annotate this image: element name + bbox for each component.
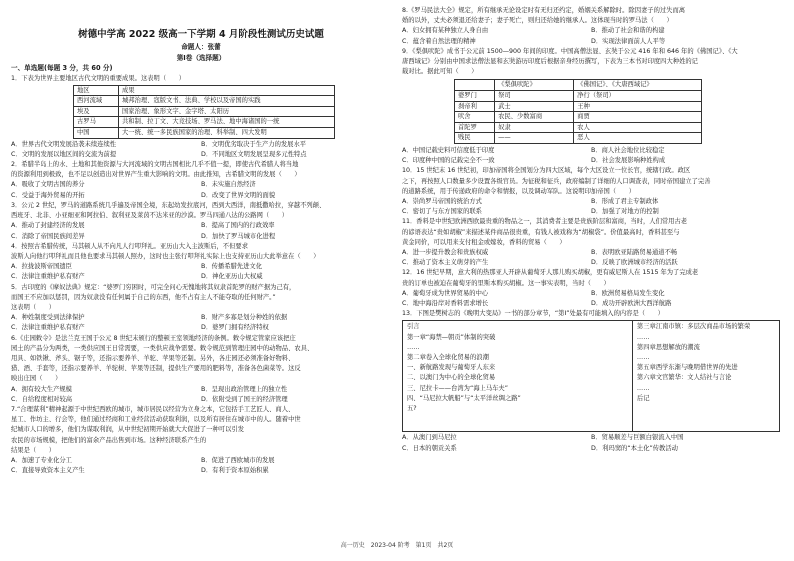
option-c: C．日本的朝贡关系 [402,444,457,452]
option-a: A．妇女拥有某种独立人身自由 [402,27,489,35]
option-a: A．从澳门到马尼拉 [402,434,457,442]
question-line: 的谚语表达“贵如胡椒”来描述某件商品很贵重，有钱人被戏称为“胡椒袋”。价值最高时，香料甚至与 [402,228,680,236]
answer-options [11,221,391,241]
contents-line: …… [636,354,650,362]
option-d: D．改变了世界文明的面貌 [201,191,276,199]
answer-options [402,146,780,166]
contents-line: …… [407,343,420,351]
question-line: 结果是（ ） [11,446,56,454]
question-stem: 13．下图是樊树志的《晚明大变局》一书的部分章节，“第Ⅰ”处最有可能填入的内容是（ ） [402,310,664,318]
contents-right [633,321,779,431]
contents-line: 第一章“海禁—朝贡”体制的突破 [407,333,496,341]
option-a: A．吸收了文明古国的养分 [11,181,85,189]
contents-line: 第四章思想解放的潮流 [636,343,700,351]
option-b: B．表明欧亚陆路贸易通道不畅 [591,249,678,257]
option-c: C．推动了资本主义萌芽的产生 [402,259,489,267]
answer-options [402,26,780,46]
table-row [455,101,702,112]
option-b: B．财产多寡是划分种姓的依据 [201,314,288,322]
answer-options [11,456,391,476]
question-11 [402,217,780,268]
question-10 [402,166,780,217]
table-cell: 祭司 [495,91,574,102]
exam-volume: 第Ⅰ卷（选择题） [176,53,226,62]
table-row [74,96,335,107]
right-column [402,6,780,454]
table-cell: 首陀罗 [455,122,495,133]
contents-line: 二、以澳门为中心的全球化贸易 [407,374,496,382]
table-row [455,80,702,91]
question-line: 唐西域记》分别由中国求法僧法显和玄奘游历印度后根据亲身经历撰写，下表为三本书对印度四大种姓的记 [402,58,698,66]
option-b: B．促进了西欧城市的发展 [201,456,275,464]
answer-options [11,140,391,160]
question-line: 波斯人向他行叩拜礼而且他也要求马其顿人照办，这时也主张行叩拜礼实际上也支持亚历山大此举意在（ ） [11,252,320,260]
option-d: D．实现法律面前人人平等 [591,37,666,45]
question-line: 载对比。据此可知（ ） [402,68,478,76]
option-a: A．种姓制度受到法律保护 [11,314,85,322]
option-d: D．依附受到了国王的经济管理 [201,395,288,403]
table-cell: —— [495,133,574,144]
table-cell: 商贾 [574,112,702,123]
option-d: D．反映了欧洲城市经济的活跃 [591,259,678,267]
option-a: A．拥有较大生产规模 [11,385,72,393]
table-cell: 恶人 [574,133,702,144]
contents-line: …… [636,333,650,341]
book-contents-box [402,320,780,432]
question-3 [11,201,391,242]
contents-line: 后记 [636,394,650,402]
question-line: 2．希腊半岛上的水、土地和其他资源与大河流域的文明古国相比几乎不值一提，即使古代希腊人将当地 [11,161,299,169]
table-cell: 刹帝利 [455,101,495,112]
answer-options [11,262,391,282]
question-line: 星工、作坊主、行会等，他们通过经商和工业经营活动获取利润，以及所有居住在城市中的人。随着中世 [11,416,301,424]
question-6 [11,334,391,405]
option-d: D．婆罗门拥有经济特权 [201,324,269,332]
question-line: 5．古印度的《摩奴法典》规定：“婆罗门穷困时，可完全问心无愧地将其奴隶首陀罗的财产据为己有， [11,283,296,291]
question-line: 4．按照古希腊传统，马其顿人从不向凡人行叩拜礼。亚历山大入主波斯后，不但要求 [11,242,248,250]
option-a: A．中国记载史料可信度低于印度 [402,146,495,154]
table-cell: 婆罗门 [455,91,495,102]
question-line: 9．《梨俱吠陀》成书于公元前 1500—900 年间的印度。中国高僧法显、玄奘于公元 416 年和 646 年的《佛国记》、《大 [402,47,738,55]
option-a: A．加速了专业化分工 [11,456,72,464]
option-c: C．蕴含着自然法理的精神 [402,37,476,45]
table-cell: 农人 [574,122,702,133]
table-cell: 《佛国记》、《大唐西域记》 [574,80,702,91]
section-heading: 一、单选题(每题 3 分，共 60 分) [11,64,113,72]
contents-line: 引言 [407,323,420,331]
question-8 [402,6,780,47]
caste-table [454,79,702,144]
option-b: B．呈现出政治管理上的独立性 [201,385,288,393]
question-line: 农民的市场规模，把他们的富余产品出售到市场。这种经济联系产生的 [11,436,207,444]
question-line: 而国王不应加以惩罚，因为奴隶没有任何属于自己的东西，他不占有主人不能夺取的任何财产。” [11,293,276,301]
option-c: C．密切了与东方国家的联系 [402,208,482,216]
option-c: C．法律注重维护私有财产 [11,273,85,281]
table-cell: 国家治理、象形文字、金字塔、太阳历 [119,106,335,117]
option-b: B．文明优劣取决于生产力的发展水平 [201,140,307,148]
contents-line: 一、新航路发现与葡萄牙人东来 [407,364,496,372]
question-13 [402,309,780,454]
option-d: D．社会发展影响种姓构成 [591,157,666,165]
question-line: 猎、酒、手套等，还指示要养羊、羊驼树、苹果等还制，提供生产要用的肥料等，准备各色菌菜等。这反 [11,365,301,373]
question-7 [11,405,391,476]
table-cell: 净行（祭司） [574,91,702,102]
answer-options [11,180,391,200]
contents-line: 第五章西学东渐与晚明借世界的先进 [636,364,738,372]
contents-line: 四、“马尼拉大帆船”与“太平洋丝绸之路” [407,394,521,402]
question-line: 12．16 世纪早期，意大利的热那亚人开辟从葡萄牙人那儿购买胡椒，更有威尼斯人在 1515 年为了完成老 [402,269,699,277]
table-row [74,117,335,128]
contents-line: 第三章江南市镇：多层次商品市场的繁荣 [636,323,751,331]
exam-title: 树德中学高 2022 级高一下学期 4 月阶段性测试历史试题 [78,29,324,40]
question-line: 7.“合理谋利”精神起源于中世纪西欧的城市，城市居民以经营为立身之本，它包括手工艺匠人、商人、 [11,405,295,413]
option-d: D．有利于资本原始积累 [201,467,269,475]
option-b: B．贸易顺差与巨额白银流入中国 [591,434,684,442]
option-c: C．法律注重维护私有财产 [11,324,85,332]
table-row [455,122,702,133]
option-a: A．进一步提升教会和贵族权威 [402,249,489,257]
question-line: 的道路系统，用于传递政府的命令和情报，以及调动军队。这说明印加帝国（ ） [402,187,635,195]
option-d: D．神化亚历山大权威 [201,273,263,281]
table-cell: 大一统、统一多民族国家的治理、科举制、四大发明 [119,128,335,139]
question-line: 西班牙、北非、小亚细亚和阿拉伯、叙利亚及莱茵不达米亚的沙漠。罗马四通八达的公路网（ ） [11,212,289,220]
question-line: 映出庄园（ ） [11,375,62,383]
question-line: 园土的产品分为两类，一类供应国王日常需要，一类供应战争需要。敕令规范到管理庄园中的动物品、农具、 [11,344,314,352]
answer-options [402,289,780,309]
table-cell [455,80,495,91]
question-5 [11,283,391,334]
table-cell: 《梨俱吠陀》 [495,80,574,91]
table-row [74,106,335,117]
table-cell: 共和制、拉丁文、大竞技场、罗马法、地中海诸国的一统 [119,117,335,128]
question-line: 6.《庄园敕令》是法兰克王国于公元 8 世纪末颁行的整顿王室领地经济的条例。敕令规定管家应该把庄 [11,334,296,342]
option-a: A．崇尚罗马帝国的统治方式 [402,198,482,205]
exam-author: 命题人：张蕾 [181,43,221,51]
table-cell: 成果 [119,85,335,96]
table-cell: 西河流域 [74,96,119,107]
table-cell: 地区 [74,85,119,96]
question-line: 11．香料是中世纪欧洲西欧最贵重的物品之一，其消费者主要是贵族阶层和富商，当时，人们常用古老 [402,218,688,226]
option-c: C．自给程度相对较高 [11,395,73,403]
table-cell: 贱民 [455,133,495,144]
contents-line: 五? [407,405,417,413]
option-b: B．未实施自然经济 [201,181,256,189]
contents-line: 三、尼拉卡——台湾为“海上马车夫” [407,384,508,392]
option-b: B．提高了国内的行政效率 [201,222,275,230]
option-c: C．文明的发展以地区间的交流为前提 [11,150,117,158]
question-4 [11,242,391,283]
table-row [74,128,335,139]
question-12 [402,268,780,309]
question-9 [402,47,780,167]
left-column [11,6,391,476]
option-d: D．加快了罗马城市化进程 [201,232,276,240]
table-cell: 王种 [574,101,702,112]
table-cell: 武士 [495,101,574,112]
table-cell: 中国 [74,128,119,139]
question-line: 的资源利用到极致，也不足以创造出对世界产生重大影响的文明。由此推知，古希腊文明的发展（ ） [11,171,301,179]
option-d: D．利玛窦的“本土化”传教活动 [591,444,678,452]
contents-line: …… [636,384,650,392]
question-line: 黄金同价，可以用来支付租金或嫁妆，香料的贸易（ ） [402,238,566,246]
option-a: A．推动了封建经济的发展 [11,222,85,230]
contents-line: 第六章文官繁华：文人结社与言论 [636,374,732,382]
table-row [455,112,702,123]
option-b: B．推动了社会和谐的构建 [591,27,665,35]
page-footer: 高一历史 2023-04 阶考 第1页 共2页 [340,542,454,549]
table-row [455,91,702,102]
answer-options [11,313,391,333]
option-d: D．不同地区文明发展呈现多元性特点 [201,150,307,158]
table-cell: 奴隶 [495,122,574,133]
question-line: 10．15 世纪末 16 世纪初，印加帝国将全国划分为四大区域，每个大区设立一位长官，统辖行政。政区 [402,167,691,175]
answer-options [402,433,780,453]
option-c: C．消除了帝国民族间差异 [11,232,85,240]
option-b: B．传播希腊先进文化 [201,263,262,271]
contents-left [403,321,633,431]
option-c: C．直接导致资本主义产生 [11,467,85,475]
table-cell: 农民、少数富商 [495,112,574,123]
table-cell: 城邦治理、寇版文书、法典、学校以及帝国的实践 [119,96,335,107]
question-2 [11,160,391,201]
option-c: C．印度种中国的记载完全不一致 [402,157,495,165]
question-line: 之下，再按照人口数量多少设置各级官员。为征税和征兵，政府编制了详细的人口调查表，同时帝国建立了完善 [402,177,711,185]
table-cell: 古罗马 [74,117,119,128]
civilization-table [73,85,335,139]
option-b: B．形成了君主专制政体 [591,198,659,205]
contents-line: 第二章卷入全球化贸易的浪潮 [407,354,489,362]
table-cell: 吠舍 [455,112,495,123]
option-c: C．地中海沿岸对香料需求增长 [402,300,489,308]
table-row [455,133,702,144]
option-a: A．葡萄牙成为世界贸易的中心 [402,289,489,297]
option-a: A．拉拢波斯帝国遗臣 [11,263,72,271]
option-d: D．加强了对地方的控制 [591,208,659,216]
question-1 [11,74,391,161]
option-d: D．成功开辟欧洲大西洋航路 [591,300,672,308]
table-cell: 埃及 [74,106,119,117]
question-line: 8.《罗马民法大全》规定，所有继承无论设定时有无归还约定，婚姻关系解除时。除因妻子的过失而离 [402,7,686,14]
option-a: A．世界古代文明发展沿袭未续连续性 [11,140,117,148]
answer-options [11,385,391,405]
answer-options [402,248,780,268]
table-row [74,85,335,96]
option-b: B．商人社会地位比较稳定 [591,146,665,154]
question-line: 用具、如铁锹、斧头、锯子等，还指示要养羊、羊驼、苹果等还制。另外，各庄园还必须准备好物料、 [11,354,295,362]
question-line: 婚的以外，丈夫必须退还给妻子；妻子死亡，则归还给她的继承人。这体现当时的罗马法（ ） [402,17,673,25]
question-line: 纪城市人口的增多，他们为谋取利润，从中世纪初期开始就大大促进了一种可以引发 [11,426,244,434]
option-c: C．受益于海外贸易的开拓 [11,191,85,199]
option-b: B．欧洲贸易格局发生变化 [591,289,665,297]
question-line: 3．公元 2 世纪，罗马的道路系统几乎遍及帝国全境，东起幼发拉底河，西到大西洋，南抵撒哈拉，穿越不列颠、 [11,201,326,209]
question-line: 贵的订单也被迫在葡萄牙的里斯本购买胡椒。这一事实表明，当时（ ） [402,279,610,287]
answer-options [402,197,780,217]
question-line: 这表明（ ） [11,303,56,311]
question-stem: 1．下表为世界主要地区古代文明的重要成果。这表明（ ） [11,74,186,82]
